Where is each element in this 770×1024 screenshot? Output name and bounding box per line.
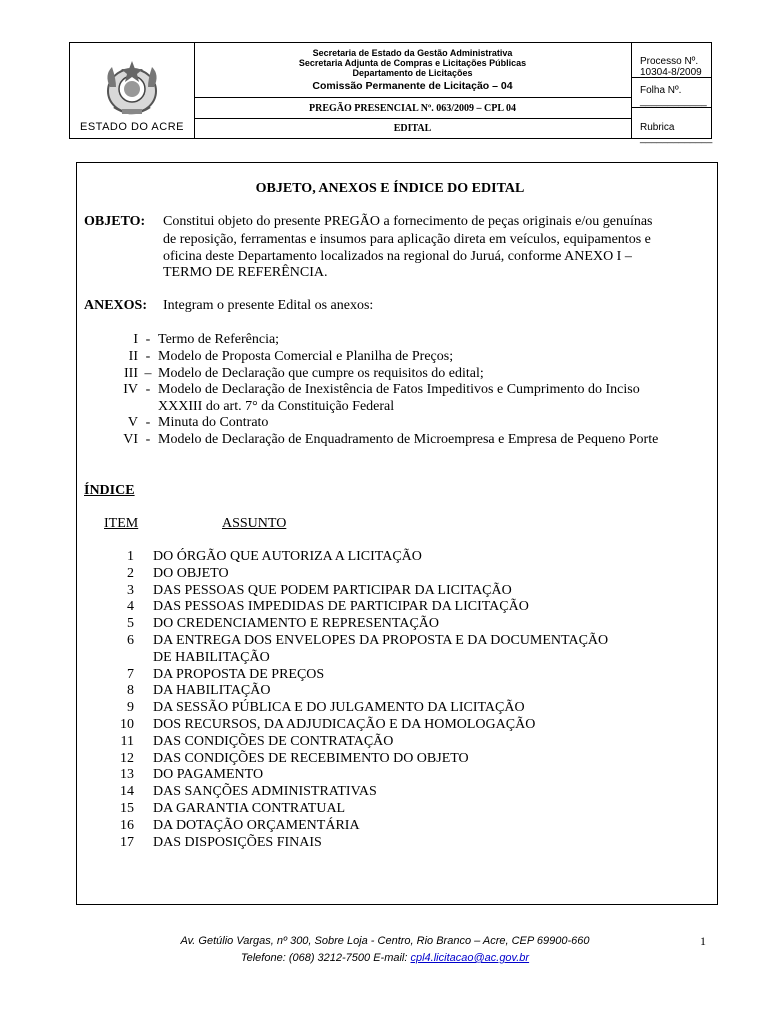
divider [194, 118, 631, 119]
index-item-title: DO PAGAMENTO [153, 767, 264, 783]
index-item-title: DAS SANÇÕES ADMINISTRATIVAS [153, 784, 377, 800]
commission-line: Comissão Permanente de Licitação – 04 [312, 80, 513, 92]
objeto-text-line: oficina deste Departamento localizados na regional do Juruá, conforme ANEXO I – [163, 249, 632, 264]
divider [631, 107, 711, 108]
annex-item [84, 382, 640, 398]
index-item-title: DAS CONDIÇÕES DE RECEBIMENTO DO OBJETO [153, 750, 469, 766]
index-item-number: 14 [120, 784, 134, 800]
index-item-number: 6 [127, 633, 134, 648]
page-title: OBJETO, ANEXOS E ÍNDICE DO EDITAL [255, 181, 525, 196]
annex-number: III [124, 366, 138, 381]
anexos-label: ANEXOS: [84, 298, 148, 313]
footer-address: Av. Getúlio Vargas, nº 300, Sobre Loja - Centro, Rio Branco – Acre, CEP 69900-660 [180, 935, 590, 947]
departamento-line: Departamento de Licitações [352, 68, 473, 78]
annex-item [84, 415, 268, 431]
objeto-text-line: TERMO DE REFERÊNCIA. [163, 265, 328, 280]
index-item-number: 5 [127, 616, 134, 632]
index-item-number: 1 [127, 549, 134, 564]
index-item-number: 9 [127, 700, 134, 716]
annex-number: V [127, 415, 138, 430]
state-label: ESTADO DO ACRE [80, 121, 184, 133]
annex-number: IV [123, 382, 138, 397]
index-item-number: 12 [120, 750, 134, 766]
objeto-text-line: de reposição, ferramentas e insumos para aplicação direta em veículos, equipamentos e [163, 232, 651, 247]
header-process-cell [631, 43, 713, 144]
annex-text: Termo de Referência; [158, 332, 280, 347]
index-item-title: DAS PESSOAS QUE PODEM PARTICIPAR DA LICITAÇÃO [153, 582, 512, 598]
annex-text: Modelo de Declaração que cumpre os requisitos do edital; [158, 366, 484, 381]
index-item-number: 3 [127, 582, 134, 598]
objeto-text-line: Constitui objeto do presente PREGÃO a fornecimento de peças originais e/ou genuínas [163, 214, 653, 229]
divider [194, 97, 631, 98]
email-link[interactable]: cpl4.licitacao@ac.gov.br [410, 952, 530, 964]
index-item-number: 10 [120, 717, 134, 732]
index-item-number: 13 [120, 767, 134, 783]
annex-separator: - [145, 432, 151, 447]
index-item-title: DA ENTREGA DOS ENVELOPES DA PROPOSTA E DA DOCUMENTAÇÃO [153, 633, 609, 648]
column-header-item: ITEM [104, 516, 139, 531]
index-item-number: 8 [127, 683, 134, 699]
index-item-number: 17 [120, 834, 134, 850]
annex-separator: - [145, 415, 151, 430]
footer-contact [0, 952, 770, 964]
index-item-title: DO CREDENCIAMENTO E REPRESENTAÇÃO [153, 616, 440, 632]
rubrica-field: Rubrica _____________ [640, 122, 713, 144]
annex-text: Modelo de Proposta Comercial e Planilha de Preços; [158, 349, 454, 364]
objeto-label: OBJETO: [84, 214, 146, 229]
document-header [69, 42, 713, 144]
index-item-title: DAS DISPOSIÇÕES FINAIS [153, 834, 322, 850]
annex-number: VI [123, 432, 138, 447]
index-item-title: DA PROPOSTA DE PREÇOS [153, 666, 325, 682]
column-header-assunto: ASSUNTO [222, 516, 287, 531]
index-item-number: 16 [120, 817, 134, 833]
annex-item [84, 366, 484, 382]
annex-item [84, 332, 279, 348]
header-title-cell [194, 43, 632, 138]
divider [631, 77, 711, 78]
folha-field: Folha Nº. ____________ [640, 85, 707, 107]
index-item-number: 4 [127, 599, 134, 615]
coat-of-arms-icon [102, 57, 162, 121]
index-item-title: DE HABILITAÇÃO [153, 649, 270, 665]
annex-separator: - [145, 332, 151, 347]
annex-number: II [128, 349, 138, 364]
page-number: 1 [700, 934, 706, 948]
annex-text: Modelo de Declaração de Enquadramento de Microempresa e Empresa de Pequeno Porte [158, 432, 659, 447]
annex-item [84, 349, 453, 365]
annex-item [84, 399, 394, 415]
edital-line: EDITAL [393, 123, 432, 134]
index-item-title: DOS RECURSOS, DA ADJUDICAÇÃO E DA HOMOLOGAÇÃO [153, 717, 536, 732]
index-item-title: DA GARANTIA CONTRATUAL [153, 801, 346, 816]
annex-text: Minuta do Contrato [158, 415, 269, 430]
annex-item [84, 432, 658, 448]
index-item-number: 11 [120, 733, 134, 749]
index-item-title: DAS PESSOAS IMPEDIDAS DE PARTICIPAR DA LICITAÇÃO [153, 599, 529, 615]
secretaria-line: Secretaria de Estado da Gestão Administrativa [312, 48, 513, 58]
header-logo-cell [70, 43, 195, 138]
annex-separator: – [144, 366, 152, 381]
index-item-title: DO OBJETO [153, 565, 229, 581]
index-item-title: DA SESSÃO PÚBLICA E DO JULGAMENTO DA LICITAÇÃO [153, 700, 525, 716]
index-item-title: DAS CONDIÇÕES DE CONTRATAÇÃO [153, 733, 394, 749]
annex-separator: - [145, 382, 151, 397]
secretaria-adjunta-line: Secretaria Adjunta de Compras e Licitações Públicas [298, 58, 527, 68]
index-item-number: 2 [127, 565, 134, 581]
index-item-title: DO ÓRGÃO QUE AUTORIZA A LICITAÇÃO [153, 549, 422, 564]
indice-heading: ÍNDICE [84, 483, 135, 498]
annex-separator: - [145, 349, 151, 364]
footer-telephone: Telefone: (068) 3212-7500 E-mail: [240, 952, 411, 964]
index-item-number: 15 [120, 801, 134, 816]
annex-text: Modelo de Declaração de Inexistência de Fatos Impeditivos e Cumprimento do Inciso [158, 382, 640, 397]
pregao-line: PREGÃO PRESENCIAL Nº. 063/2009 – CPL 04 [309, 103, 516, 114]
annex-number: I [133, 332, 138, 347]
index-item-title: DA DOTAÇÃO ORÇAMENTÁRIA [153, 817, 360, 833]
annex-text: XXXIII do art. 7° da Constituição Federal [158, 399, 395, 414]
index-item-number: 7 [127, 666, 134, 682]
index-item-title: DA HABILITAÇÃO [153, 683, 271, 699]
header-departments [194, 48, 631, 78]
processo-number: Processo Nº. 10304-8/2009 [640, 56, 702, 78]
anexos-intro: Integram o presente Edital os anexos: [163, 298, 374, 313]
